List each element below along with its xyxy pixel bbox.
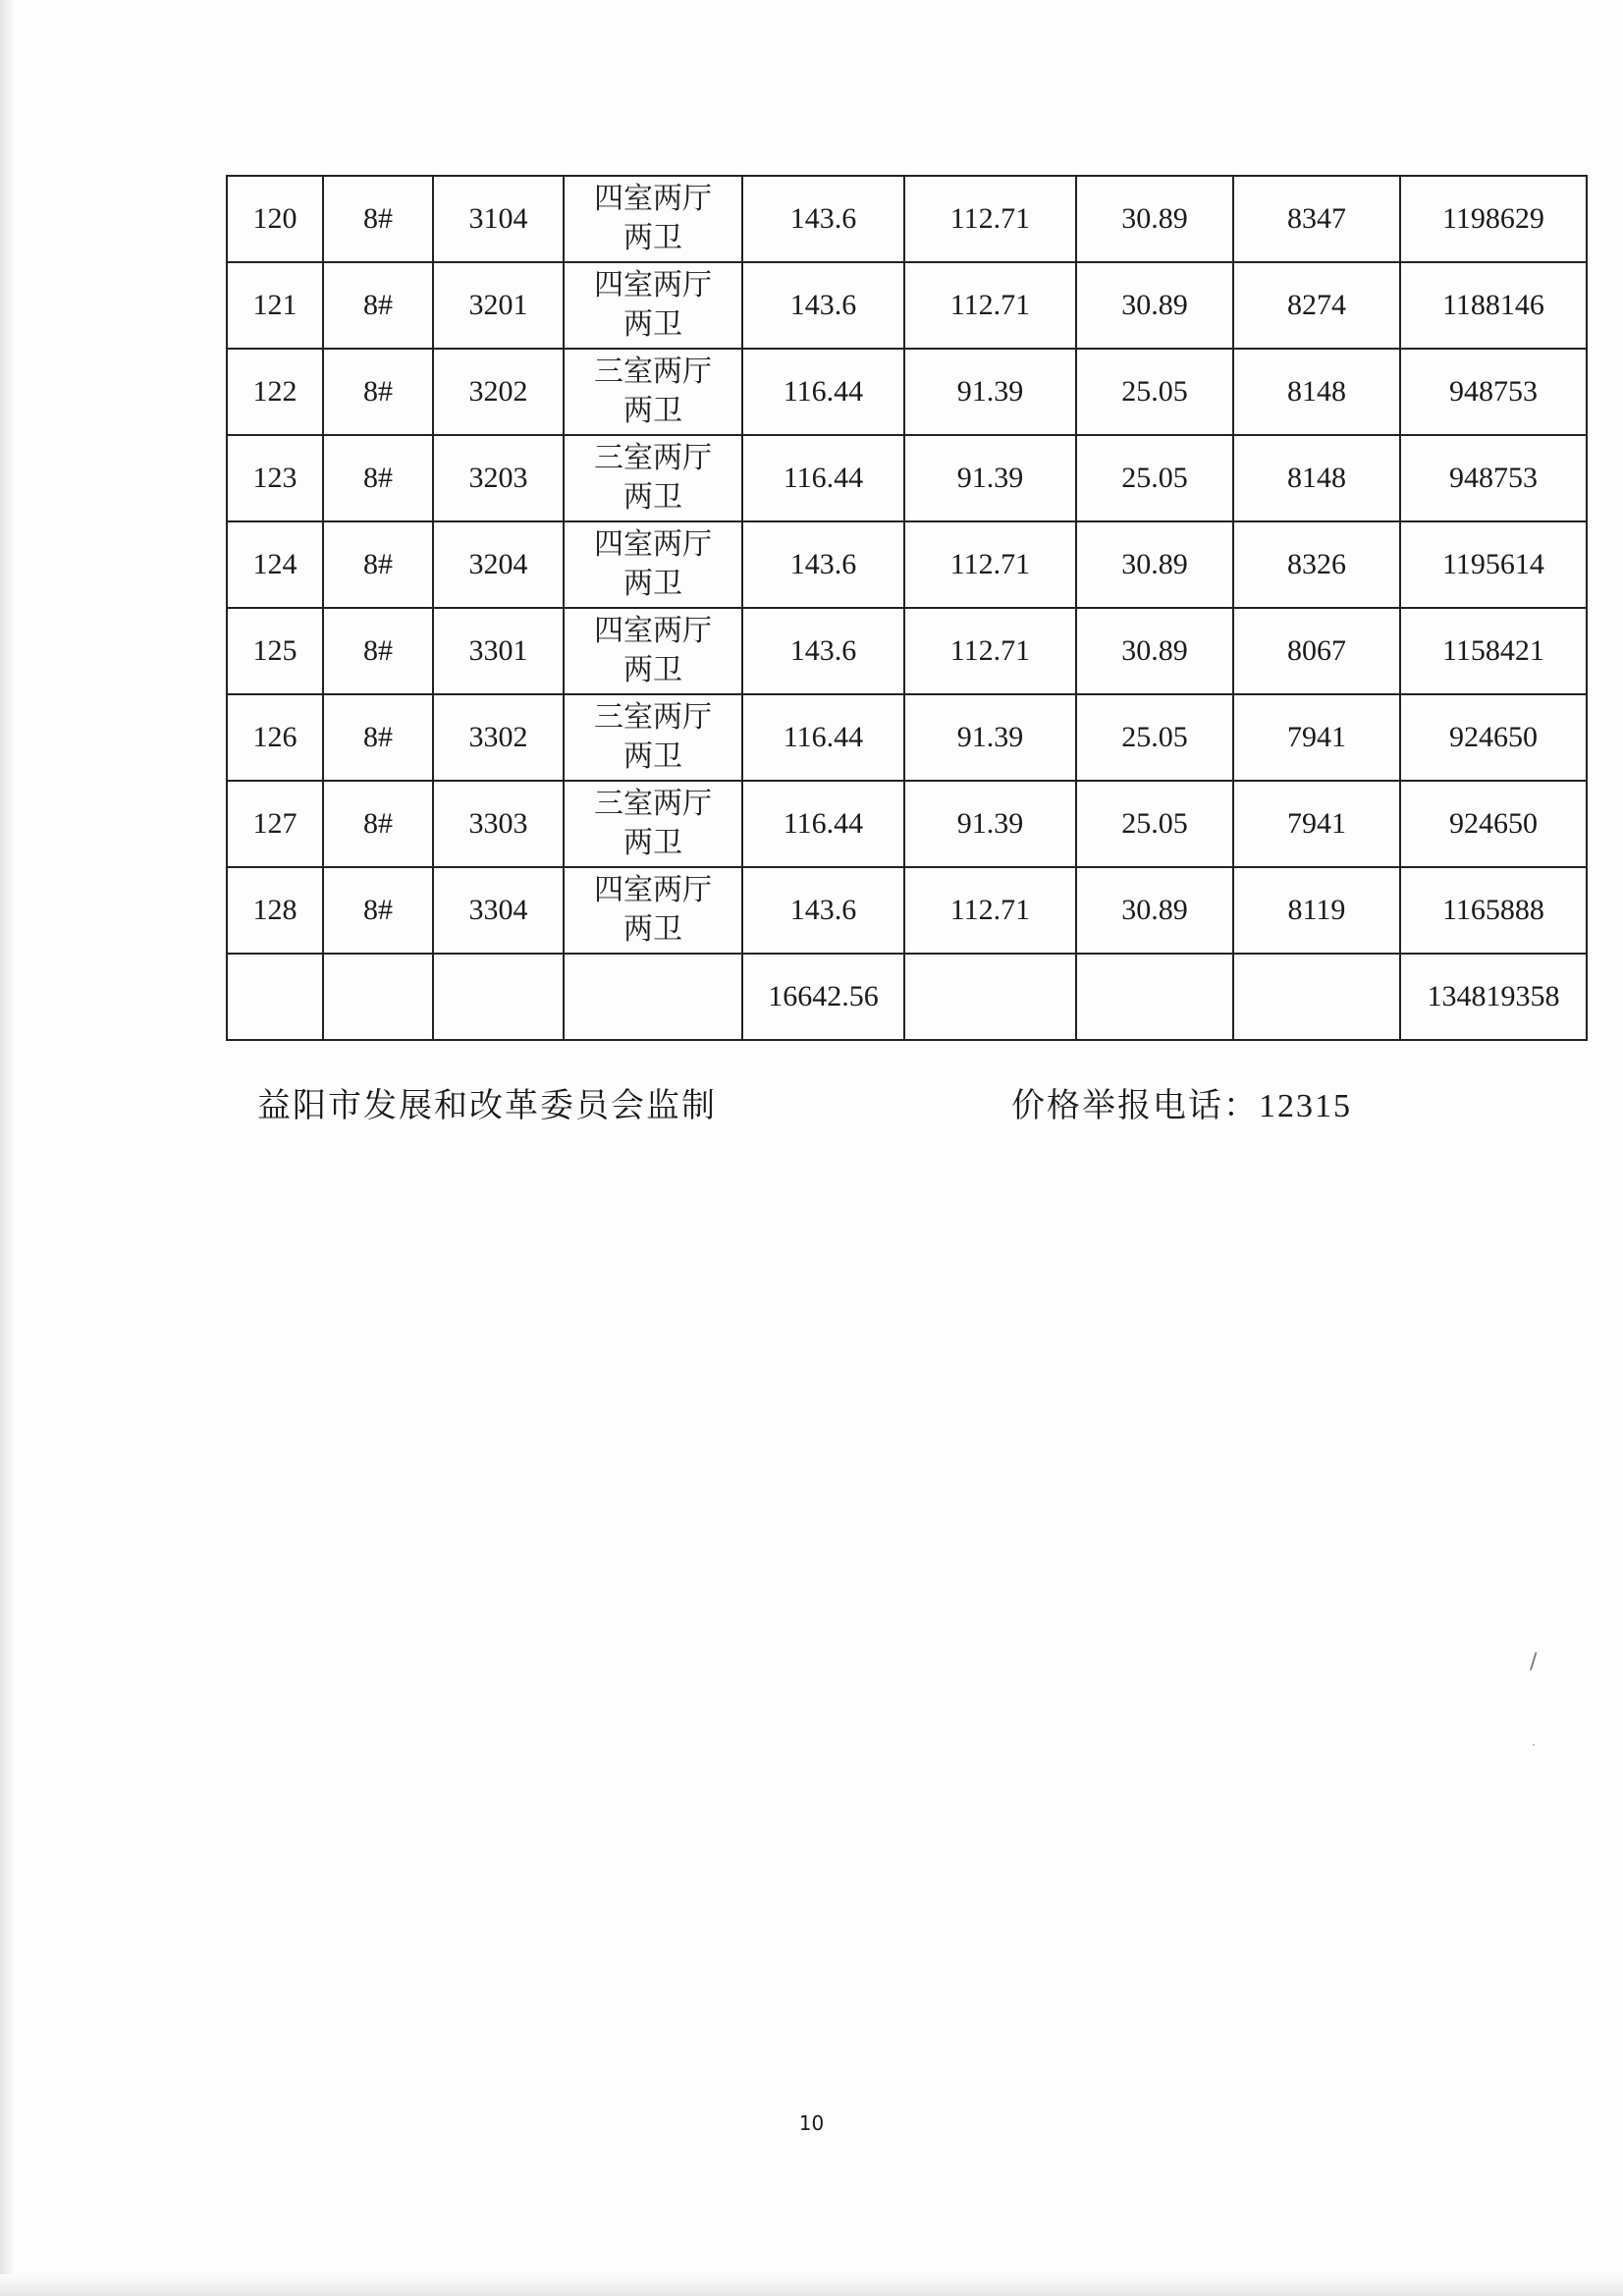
table-row <box>227 867 1587 954</box>
scan-mark: / <box>1530 1650 1538 1674</box>
table-row <box>227 694 1587 781</box>
cell-total-price: 1158421 <box>1400 608 1587 694</box>
cell-inner-area: 91.39 <box>904 435 1076 521</box>
table-row <box>227 521 1587 608</box>
cell-building: 8# <box>323 781 433 867</box>
cell-building: 8# <box>323 349 433 435</box>
cell-inner-area: 112.71 <box>904 521 1076 608</box>
cell-room-number: 3202 <box>433 349 564 435</box>
page-number: 10 <box>798 2111 825 2135</box>
cell-room-number: 3104 <box>433 176 564 262</box>
table-row <box>227 176 1587 262</box>
table-row <box>227 435 1587 521</box>
unit-type-line-2: 两卫 <box>623 827 682 859</box>
cell-serial-number: 123 <box>227 435 323 521</box>
cell-unit-type <box>564 694 742 781</box>
cell-floor-area: 143.6 <box>742 867 904 954</box>
cell-inner-area: 112.71 <box>904 867 1076 954</box>
cell-serial-number: 120 <box>227 176 323 262</box>
cell-building: 8# <box>323 694 433 781</box>
table-row <box>227 781 1587 867</box>
cell-floor-area: 116.44 <box>742 694 904 781</box>
empty-cell <box>564 954 742 1040</box>
unit-type-line-2: 两卫 <box>623 654 682 686</box>
cell-unit-price: 8148 <box>1233 435 1400 521</box>
scan-edge-bottom <box>0 2274 1623 2296</box>
cell-total-price: 948753 <box>1400 349 1587 435</box>
empty-cell <box>1076 954 1233 1040</box>
cell-room-number: 3302 <box>433 694 564 781</box>
cell-floor-area: 143.6 <box>742 262 904 349</box>
supervisor-label: 益阳市发展和改革委员会监制 <box>257 1088 717 1124</box>
unit-type-line-2: 两卫 <box>623 913 682 946</box>
cell-unit-price: 8326 <box>1233 521 1400 608</box>
cell-serial-number: 122 <box>227 349 323 435</box>
cell-floor-area: 143.6 <box>742 521 904 608</box>
cell-floor-area: 143.6 <box>742 176 904 262</box>
scan-mark: · <box>1532 1738 1536 1752</box>
cell-serial-number: 127 <box>227 781 323 867</box>
cell-inner-area: 112.71 <box>904 262 1076 349</box>
cell-unit-price: 8119 <box>1233 867 1400 954</box>
cell-unit-type <box>564 435 742 521</box>
empty-cell <box>433 954 564 1040</box>
cell-building: 8# <box>323 867 433 954</box>
cell-shared-area: 30.89 <box>1076 521 1233 608</box>
cell-room-number: 3301 <box>433 608 564 694</box>
cell-floor-area: 116.44 <box>742 349 904 435</box>
empty-cell <box>227 954 323 1040</box>
total-floor-area: 16642.56 <box>742 954 904 1040</box>
table-row <box>227 608 1587 694</box>
cell-floor-area: 143.6 <box>742 608 904 694</box>
table-row <box>227 262 1587 349</box>
cell-room-number: 3204 <box>433 521 564 608</box>
unit-type-line-1: 四室两厅 <box>594 528 712 561</box>
scan-edge-left <box>0 0 14 2296</box>
cell-total-price: 1188146 <box>1400 262 1587 349</box>
cell-serial-number: 121 <box>227 262 323 349</box>
housing-price-table <box>226 175 1588 1041</box>
cell-total-price: 1195614 <box>1400 521 1587 608</box>
price-hotline: 价格举报电话：12315 <box>1011 1088 1352 1124</box>
unit-type-line-2: 两卫 <box>623 222 682 254</box>
cell-unit-price: 7941 <box>1233 781 1400 867</box>
cell-room-number: 3201 <box>433 262 564 349</box>
cell-shared-area: 30.89 <box>1076 867 1233 954</box>
unit-type-line-1: 四室两厅 <box>594 183 712 215</box>
cell-unit-price: 8148 <box>1233 349 1400 435</box>
cell-total-price: 1165888 <box>1400 867 1587 954</box>
unit-type-line-2: 两卫 <box>623 568 682 600</box>
cell-total-price: 924650 <box>1400 694 1587 781</box>
unit-type-line-1: 四室两厅 <box>594 615 712 647</box>
cell-unit-price: 7941 <box>1233 694 1400 781</box>
empty-cell <box>323 954 433 1040</box>
cell-shared-area: 25.05 <box>1076 694 1233 781</box>
table-totals-row <box>227 954 1587 1040</box>
unit-type-line-1: 三室两厅 <box>594 788 712 820</box>
cell-total-price: 948753 <box>1400 435 1587 521</box>
empty-cell <box>1233 954 1400 1040</box>
cell-unit-type <box>564 781 742 867</box>
cell-building: 8# <box>323 176 433 262</box>
empty-cell <box>904 954 1076 1040</box>
cell-shared-area: 25.05 <box>1076 435 1233 521</box>
table-body <box>227 176 1587 1040</box>
cell-room-number: 3203 <box>433 435 564 521</box>
cell-building: 8# <box>323 435 433 521</box>
cell-unit-type <box>564 867 742 954</box>
cell-serial-number: 128 <box>227 867 323 954</box>
cell-building: 8# <box>323 521 433 608</box>
unit-type-line-1: 四室两厅 <box>594 874 712 906</box>
unit-type-line-1: 四室两厅 <box>594 269 712 301</box>
cell-unit-price: 8067 <box>1233 608 1400 694</box>
cell-room-number: 3303 <box>433 781 564 867</box>
cell-serial-number: 124 <box>227 521 323 608</box>
unit-type-line-1: 三室两厅 <box>594 355 712 388</box>
unit-type-line-2: 两卫 <box>623 395 682 427</box>
cell-inner-area: 112.71 <box>904 176 1076 262</box>
cell-building: 8# <box>323 608 433 694</box>
unit-type-line-1: 三室两厅 <box>594 442 712 474</box>
cell-shared-area: 30.89 <box>1076 262 1233 349</box>
cell-inner-area: 91.39 <box>904 694 1076 781</box>
table-row <box>227 349 1587 435</box>
cell-shared-area: 25.05 <box>1076 349 1233 435</box>
cell-floor-area: 116.44 <box>742 781 904 867</box>
unit-type-line-1: 三室两厅 <box>594 701 712 734</box>
cell-unit-type <box>564 349 742 435</box>
unit-type-line-2: 两卫 <box>623 740 682 773</box>
unit-type-line-2: 两卫 <box>623 481 682 514</box>
cell-unit-type <box>564 521 742 608</box>
cell-unit-price: 8347 <box>1233 176 1400 262</box>
cell-serial-number: 126 <box>227 694 323 781</box>
cell-unit-type <box>564 608 742 694</box>
cell-total-price: 1198629 <box>1400 176 1587 262</box>
cell-inner-area: 112.71 <box>904 608 1076 694</box>
cell-unit-type <box>564 262 742 349</box>
cell-room-number: 3304 <box>433 867 564 954</box>
cell-shared-area: 30.89 <box>1076 608 1233 694</box>
grand-total-price: 134819358 <box>1400 954 1587 1040</box>
cell-unit-price: 8274 <box>1233 262 1400 349</box>
cell-serial-number: 125 <box>227 608 323 694</box>
cell-unit-type <box>564 176 742 262</box>
cell-shared-area: 30.89 <box>1076 176 1233 262</box>
unit-type-line-2: 两卫 <box>623 308 682 341</box>
cell-inner-area: 91.39 <box>904 349 1076 435</box>
cell-floor-area: 116.44 <box>742 435 904 521</box>
cell-total-price: 924650 <box>1400 781 1587 867</box>
cell-inner-area: 91.39 <box>904 781 1076 867</box>
cell-building: 8# <box>323 262 433 349</box>
cell-shared-area: 25.05 <box>1076 781 1233 867</box>
